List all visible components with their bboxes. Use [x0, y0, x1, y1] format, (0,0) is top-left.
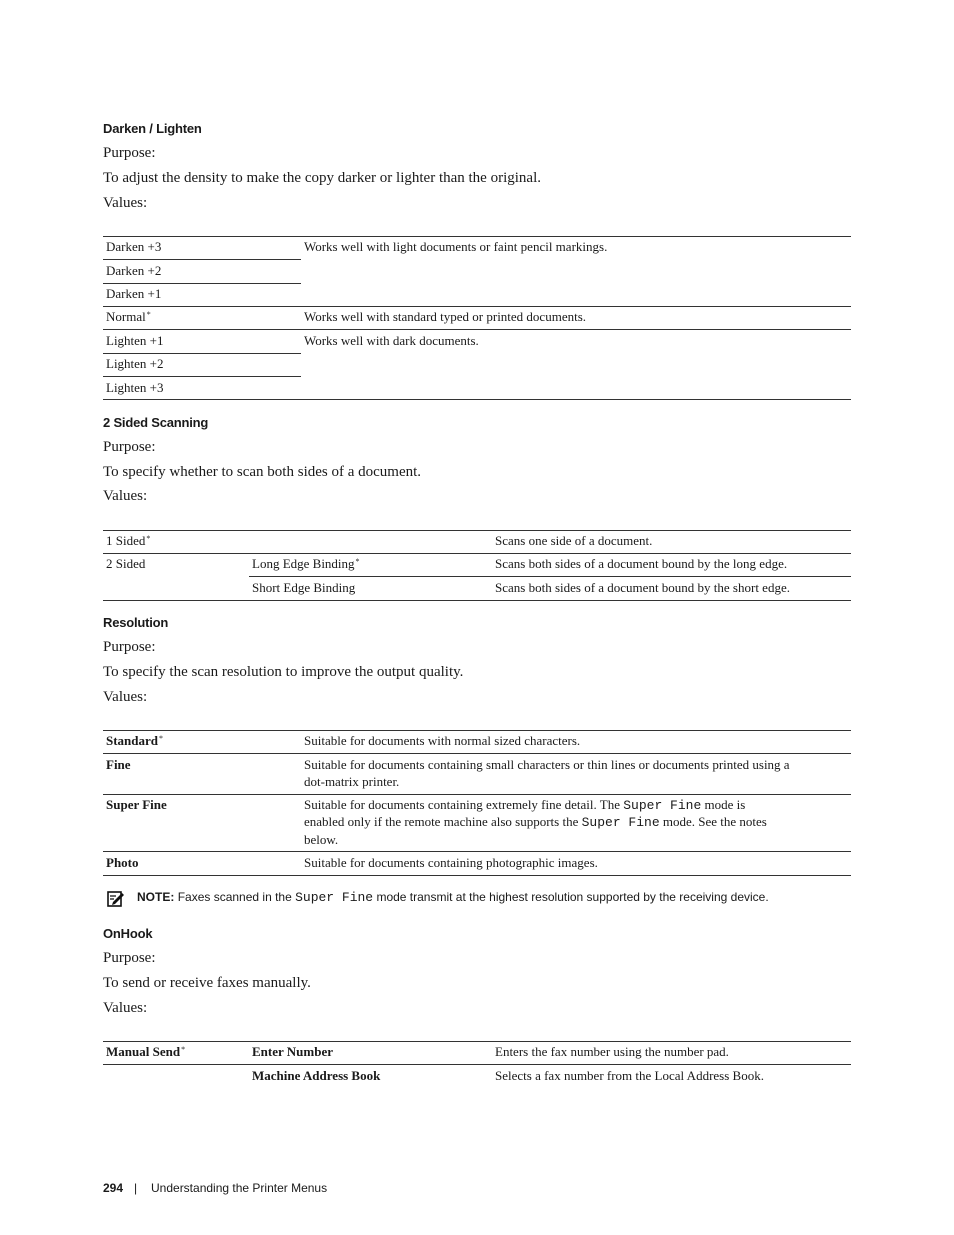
table-cell-description: Scans both sides of a document bound by the short edge. — [495, 580, 790, 595]
section-heading-2-sided-scanning: 2 Sided Scanning — [103, 415, 209, 430]
purpose-label: Purpose: — [103, 439, 156, 455]
footer-chapter-title: Understanding the Printer Menus — [151, 1181, 328, 1195]
table-cell-value: Lighten +1 — [106, 333, 164, 348]
purpose-label: Purpose: — [103, 639, 156, 655]
table-cell-value: 2 Sided — [106, 556, 146, 571]
table-cell-subvalue: Short Edge Binding — [252, 580, 356, 595]
table-cell-value: Normal* — [106, 309, 151, 324]
default-marker: * — [355, 557, 360, 566]
table-cell-value: Darken +1 — [106, 286, 162, 301]
table-cell-description: Suitable for documents with normal sized characters. — [304, 733, 581, 748]
table-cell-description: Suitable for documents containing photographic images. — [304, 855, 598, 870]
note-label: NOTE: — [137, 890, 175, 904]
table-cell-value: Standard* — [106, 733, 164, 748]
purpose-label: Purpose: — [103, 145, 156, 161]
default-marker: * — [181, 1045, 186, 1054]
table-cell-description: Works well with light documents or faint pencil markings. — [304, 239, 608, 254]
table-cell-value: Photo — [106, 855, 139, 870]
values-label: Values: — [103, 1000, 148, 1016]
table-cell-value: Super Fine — [106, 797, 167, 812]
table-cell-description: dot-matrix printer. — [304, 774, 400, 789]
table-cell-description: Works well with standard typed or printed documents. — [304, 309, 587, 324]
purpose-text: To specify the scan resolution to improve the output quality. — [103, 664, 464, 680]
table-cell-description: Works well with dark documents. — [304, 333, 479, 348]
purpose-text: To send or receive faxes manually. — [103, 975, 311, 991]
section-heading-onhook: OnHook — [103, 926, 153, 941]
values-label: Values: — [103, 689, 148, 705]
note-text: NOTE: Faxes scanned in the Super Fine mode transmit at the highest resolution supported by the receiving device. — [137, 890, 769, 905]
section-heading-darken-lighten: Darken / Lighten — [103, 121, 202, 136]
default-marker: * — [159, 734, 164, 743]
table-cell-subvalue: Enter Number — [252, 1044, 334, 1059]
values-label: Values: — [103, 488, 148, 504]
table-cell-description: Enters the fax number using the number pad. — [495, 1044, 729, 1059]
table-cell-value: Lighten +2 — [106, 356, 164, 371]
values-label: Values: — [103, 195, 148, 211]
table-cell-description: Scans both sides of a document bound by the long edge. — [495, 556, 788, 571]
table-cell-value: 1 Sided* — [106, 533, 151, 548]
default-marker: * — [146, 310, 151, 319]
footer-separator: | — [134, 1181, 138, 1195]
purpose-text: To specify whether to scan both sides of a document. — [103, 464, 422, 480]
table-cell-value: Manual Send* — [106, 1044, 186, 1059]
purpose-label: Purpose: — [103, 950, 156, 966]
table-cell-description: enabled only if the remote machine also supports the Super Fine mode. See the notes — [304, 814, 767, 830]
page-number: 294 — [103, 1181, 124, 1195]
table-cell-value: Darken +3 — [106, 239, 162, 254]
table-cell-subvalue: Long Edge Binding* — [252, 556, 360, 571]
table-cell-value: Lighten +3 — [106, 380, 164, 395]
table-cell-description: Scans one side of a document. — [495, 533, 653, 548]
table-cell-value: Fine — [106, 757, 131, 772]
table-cell-description: Suitable for documents containing extremely fine detail. The Super Fine mode is — [304, 797, 746, 813]
table-cell-description: Suitable for documents containing small characters or thin lines or documents printed using a — [304, 757, 790, 772]
pencil-note-icon — [107, 890, 125, 908]
section-heading-resolution: Resolution — [103, 615, 169, 630]
default-marker: * — [146, 534, 151, 543]
table-cell-description: below. — [304, 832, 339, 847]
table-cell-description: Selects a fax number from the Local Address Book. — [495, 1068, 764, 1083]
table-cell-value: Darken +2 — [106, 263, 162, 278]
table-cell-subvalue: Machine Address Book — [252, 1068, 381, 1083]
purpose-text: To adjust the density to make the copy darker or lighter than the original. — [103, 170, 541, 186]
